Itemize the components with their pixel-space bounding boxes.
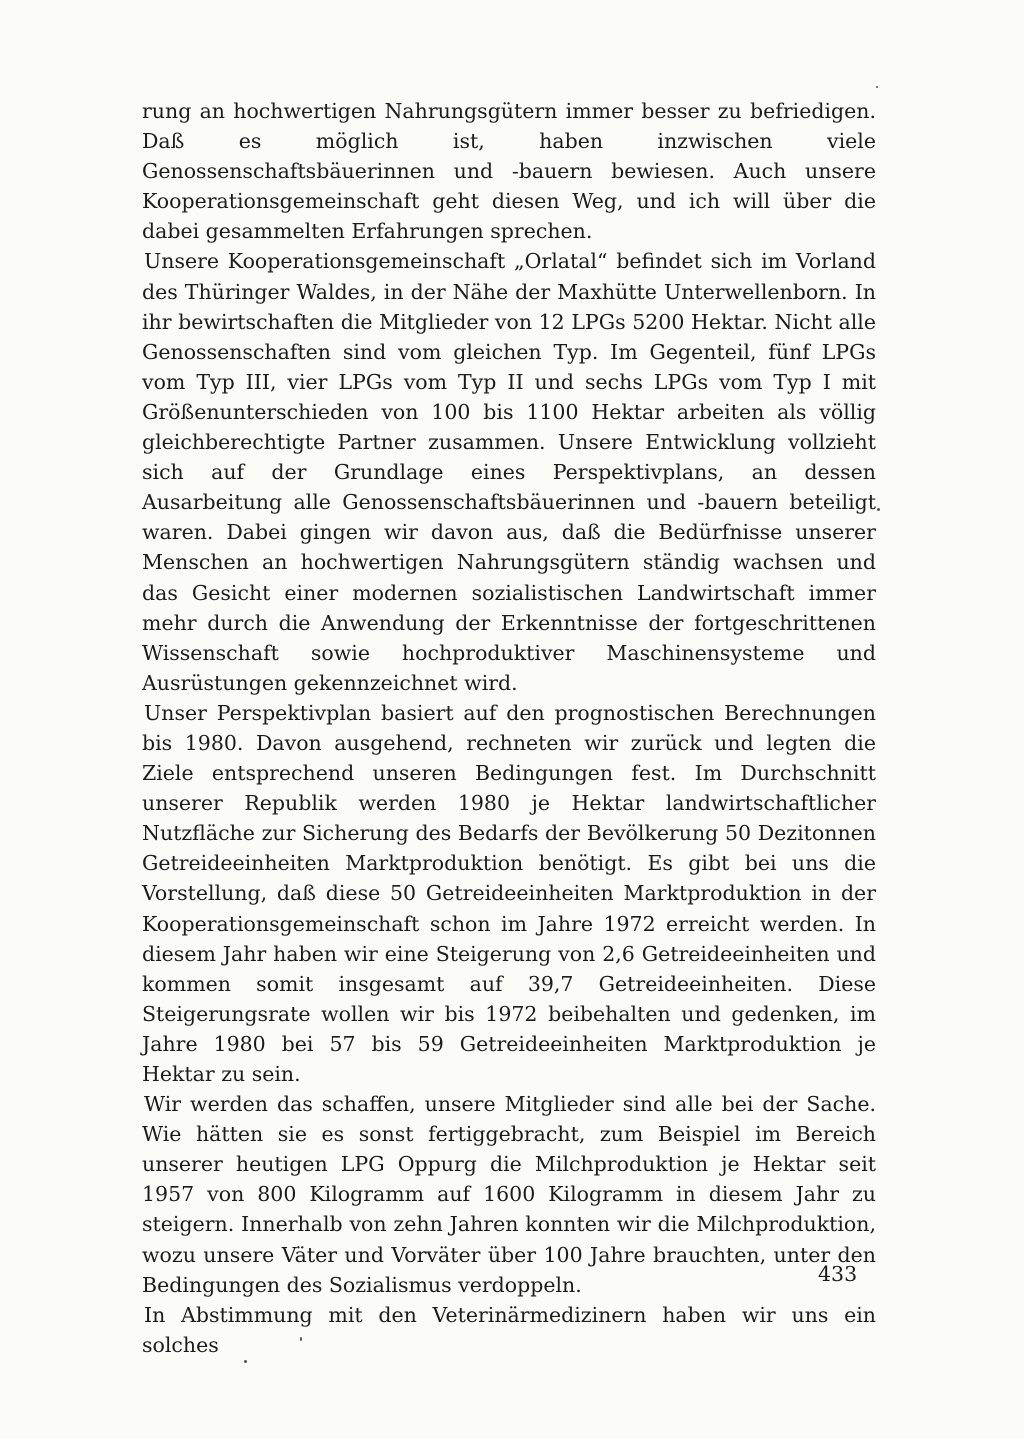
page-number: 433 — [818, 1262, 858, 1286]
scan-speck — [300, 1337, 302, 1341]
paragraph-3: Unser Perspektivplan basiert auf den prognostischen Berechnungen bis 1980. Davon ausgehend, rechneten wir zurück und legten die Ziele entsprechend unseren Bedingungen fest. Im Durchschnitt unserer Republik werden 1980 je Hektar landwirtschaftlicher Nutzfläche zur Sicherung des Bedarfs der Bevölkerung 50 Dezitonnen Getreideeinheiten Marktproduktion benötigt. Es gibt bei uns die Vorstellung, daß diese 50 Getreideeinheiten Marktproduktion in der Kooperationsgemeinschaft schon im Jahre 1972 erreicht werden. In diesem Jahr haben wir eine Steigerung von 2,6 Getreideeinheiten und kommen somit insgesamt auf 39,7 Getreideeinheiten. Diese Steigerungsrate wollen wir bis 1972 beibehalten und gedenken, im Jahre 1980 bei 57 bis 59 Getreideeinheiten Marktproduktion je Hektar zu sein. — [142, 700, 876, 1086]
paragraph-2: Unsere Kooperationsgemeinschaft „Orlatal“ befindet sich im Vorland des Thüringer Waldes, in der Nähe der Maxhütte Unterwellenborn. In ihr bewirtschaften die Mitglieder von 12 LPGs 5200 Hektar. Nicht alle Genossenschaften sind vom gleichen Typ. Im Gegenteil, fünf LPGs vom Typ III, vier LPGs vom Typ II und sechs LPGs vom Typ I mit Größenunterschieden von 100 bis 1100 Hektar arbeiten als völlig gleichberechtigte Partner zusammen. Unsere Entwicklung vollzieht sich auf der Grundlage eines Perspektivplans, an dessen Ausarbeitung alle Genossenschaftsbäuerinnen und -bauern beteiligt waren. Dabei gingen wir davon aus, daß die Bedürfnisse unserer Menschen an hochwertigen Nahrungsgütern ständig wachsen und das Gesicht einer modernen sozialistischen Landwirtschaft immer mehr durch die Anwendung der Erkenntnisse der fortgeschrittenen Wissenschaft sowie hochproduktiver Maschinensysteme und Ausrüstungen gekennzeichnet wird. — [142, 249, 876, 695]
scan-speck — [877, 508, 880, 511]
scan-speck — [876, 86, 878, 88]
body-text — [142, 96, 876, 1360]
paragraph-1: rung an hochwertigen Nahrungsgütern immer besser zu befriedigen. Daß es möglich ist, haben inzwischen viele Genossenschaftsbäuerinnen und -bauern bewiesen. Auch unsere Kooperationsgemeinschaft geht diesen Weg, und ich will über die dabei gesammelten Erfahrungen sprechen. — [142, 99, 876, 244]
paragraph-5: In Abstimmung mit den Veterinärmedizinern haben wir uns ein solches — [142, 1302, 876, 1357]
paragraph-4: Wir werden das schaffen, unsere Mitglieder sind alle bei der Sache. Wie hätten sie es sonst fertiggebracht, zum Beispiel im Bereich unserer heutigen LPG Oppurg die Milchproduktion je Hektar seit 1957 von 800 Kilogramm auf 1600 Kilogramm in diesem Jahr zu steigern. Innerhalb von zehn Jahren konnten wir die Milchproduktion, wozu unsere Väter und Vorväter über 100 Jahre brauchten, unter den Bedingungen des Sozialismus verdoppeln. — [142, 1092, 876, 1297]
scan-speck — [244, 1360, 247, 1363]
